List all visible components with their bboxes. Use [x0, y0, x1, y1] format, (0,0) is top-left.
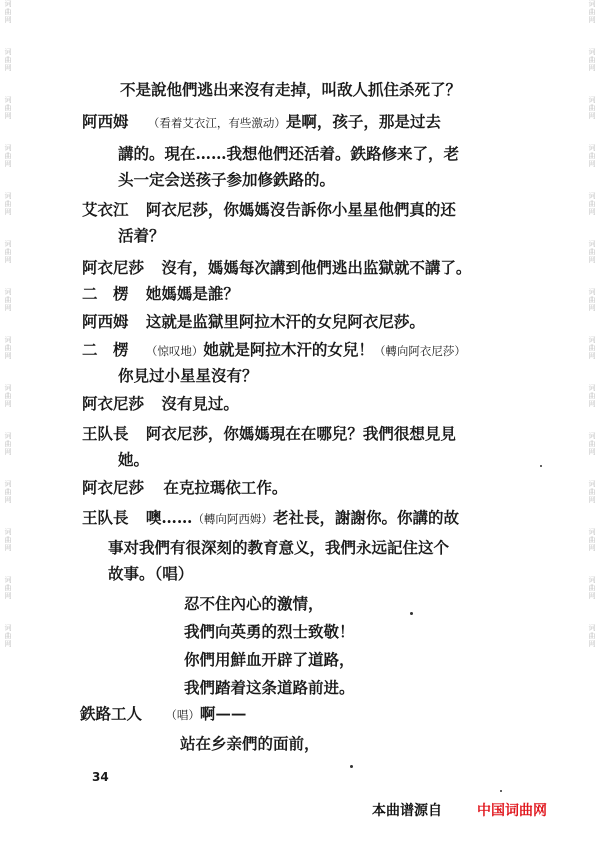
watermark-glyph: 词: [4, 624, 12, 632]
lyric-line: [184, 594, 324, 614]
watermark-glyph: 词: [4, 48, 12, 56]
speaker-name: 阿西姆: [82, 112, 129, 131]
watermark-glyph: 曲: [4, 440, 12, 448]
speaker-name: 王队長: [82, 424, 129, 443]
line-text: 噢……: [145, 508, 193, 527]
watermark-glyph-group: [589, 96, 596, 120]
line-text: 她媽媽是誰？: [145, 284, 239, 303]
watermark-glyph: 网: [4, 16, 12, 24]
left-watermark-strip: [1, 0, 15, 850]
watermark-glyph: 曲: [588, 632, 596, 640]
watermark-glyph: 曲: [4, 248, 12, 256]
stage-direction: （看着艾衣江，有些激动）: [147, 116, 286, 130]
watermark-glyph-group: [589, 336, 596, 360]
script-line: [82, 258, 471, 278]
watermark-glyph-group: [589, 192, 596, 216]
watermark-glyph: 词: [588, 240, 596, 248]
watermark-glyph: 网: [588, 448, 596, 456]
line-text: 在克拉瑪依工作。: [163, 478, 288, 497]
watermark-glyph: 曲: [4, 392, 12, 400]
watermark-glyph: 曲: [588, 248, 596, 256]
line-text: 是啊，孩子，那是过去: [285, 112, 441, 131]
right-watermark-strip: [585, 0, 599, 850]
watermark-glyph-group: [589, 528, 596, 552]
watermark-glyph: 网: [588, 64, 596, 72]
script-line: [82, 394, 239, 414]
scan-speck: [410, 612, 413, 615]
watermark-glyph: 曲: [588, 488, 596, 496]
line-text: 講的。現在……我想他們还活着。鉄路修来了，老: [118, 144, 460, 163]
script-line: [118, 170, 335, 190]
watermark-glyph: 词: [4, 432, 12, 440]
watermark-glyph: 词: [4, 528, 12, 536]
watermark-glyph: 曲: [588, 200, 596, 208]
watermark-glyph: 词: [4, 384, 12, 392]
watermark-glyph-group: [589, 576, 596, 600]
watermark-glyph: 网: [4, 352, 12, 360]
watermark-glyph-group: [589, 240, 596, 264]
watermark-glyph: 词: [588, 96, 596, 104]
watermark-glyph: 词: [588, 384, 596, 392]
script-line: [108, 564, 193, 584]
line-text: 沒有見过。: [161, 394, 239, 413]
line-text: 阿衣尼莎，你媽媽現在在哪兒？我們很想見見: [145, 424, 456, 443]
watermark-glyph: 网: [588, 400, 596, 408]
watermark-glyph: 词: [4, 480, 12, 488]
watermark-glyph: 网: [588, 208, 596, 216]
watermark-glyph: 网: [588, 112, 596, 120]
watermark-glyph: 曲: [588, 56, 596, 64]
speaker-name: 阿衣尼莎: [82, 258, 145, 277]
script-line: [82, 112, 441, 133]
watermark-glyph: 曲: [588, 440, 596, 448]
watermark-glyph: 词: [4, 0, 12, 8]
page-number: 34: [92, 770, 109, 784]
watermark-glyph: 网: [588, 544, 596, 552]
script-line: [118, 366, 258, 386]
scan-speck: [540, 465, 542, 467]
watermark-glyph-group: [589, 144, 596, 168]
watermark-glyph-group: [589, 0, 596, 24]
watermark-glyph: 词: [588, 624, 596, 632]
watermark-glyph: 曲: [588, 104, 596, 112]
watermark-glyph: 词: [588, 576, 596, 584]
line-text: 忍不住內心的激情，: [184, 594, 324, 613]
watermark-glyph: 词: [4, 336, 12, 344]
watermark-glyph-group: [589, 48, 596, 72]
line-text: 老社長，謝謝你。你講的故: [272, 508, 459, 527]
watermark-glyph-group: [5, 0, 12, 24]
script-line: [80, 704, 246, 725]
watermark-glyph: 词: [588, 48, 596, 56]
footer-source-text: 本曲谱源自: [372, 803, 442, 819]
watermark-glyph-group: [589, 432, 596, 456]
watermark-glyph: 曲: [588, 392, 596, 400]
watermark-glyph: 网: [588, 16, 596, 24]
stage-direction: （唱）: [165, 708, 200, 722]
script-line: [82, 508, 459, 529]
watermark-glyph: 词: [4, 96, 12, 104]
lyric-line: [184, 622, 355, 642]
watermark-glyph: 网: [588, 160, 596, 168]
watermark-glyph: 曲: [4, 104, 12, 112]
watermark-glyph: 网: [4, 496, 12, 504]
watermark-glyph: 网: [4, 112, 12, 120]
script-line: [82, 200, 456, 220]
line-text: 站在乡亲們的面前，: [180, 734, 320, 753]
watermark-glyph-group: [5, 144, 12, 168]
speaker-name: 阿西姆: [82, 312, 129, 331]
watermark-glyph-group: [5, 96, 12, 120]
lyric-line: [184, 650, 355, 670]
line-text: 她。: [118, 450, 150, 469]
watermark-glyph: 网: [4, 208, 12, 216]
watermark-glyph: 曲: [4, 8, 12, 16]
watermark-glyph-group: [5, 528, 12, 552]
watermark-glyph: 曲: [4, 200, 12, 208]
watermark-glyph: 网: [588, 592, 596, 600]
line-text: 你們用鮮血开辟了道路，: [184, 650, 355, 669]
line-text: 这就是监獄里阿拉木汗的女兒阿衣尼莎。: [145, 312, 425, 331]
watermark-glyph: 词: [4, 288, 12, 296]
watermark-glyph: 网: [588, 304, 596, 312]
watermark-glyph: 网: [4, 592, 12, 600]
watermark-glyph: 曲: [4, 152, 12, 160]
watermark-glyph: 词: [4, 144, 12, 152]
scan-speck: [500, 790, 502, 792]
watermark-glyph-group: [5, 240, 12, 264]
watermark-glyph: 网: [4, 640, 12, 648]
watermark-glyph-group: [5, 48, 12, 72]
watermark-glyph: 词: [4, 192, 12, 200]
watermark-glyph: 网: [588, 496, 596, 504]
speaker-name: 王队長: [82, 508, 129, 527]
watermark-glyph-group: [5, 288, 12, 312]
watermark-glyph: 曲: [4, 296, 12, 304]
watermark-glyph-group: [5, 624, 12, 648]
line-text: 沒有，媽媽每次講到他們逃出监獄就不講了。: [161, 258, 472, 277]
watermark-glyph: 曲: [588, 152, 596, 160]
watermark-glyph: 曲: [588, 344, 596, 352]
speaker-name: 艾衣江: [82, 200, 129, 219]
script-line: [108, 538, 449, 558]
stage-direction: （轉向阿西姆）: [192, 512, 273, 526]
lyric-line: [180, 734, 320, 754]
line-text: 我們向英勇的烈士致敬！: [184, 622, 355, 641]
watermark-glyph: 词: [588, 192, 596, 200]
watermark-glyph-group: [5, 192, 12, 216]
watermark-glyph: 网: [4, 160, 12, 168]
watermark-glyph: 网: [4, 304, 12, 312]
watermark-glyph: 网: [4, 256, 12, 264]
watermark-glyph: 曲: [4, 344, 12, 352]
watermark-glyph-group: [589, 384, 596, 408]
watermark-glyph-group: [589, 288, 596, 312]
speaker-name: 阿衣尼莎: [82, 394, 145, 413]
watermark-glyph: 词: [4, 576, 12, 584]
watermark-glyph: 词: [588, 288, 596, 296]
speaker-name: 阿衣尼莎: [82, 478, 145, 497]
watermark-glyph: 曲: [588, 296, 596, 304]
watermark-glyph-group: [589, 624, 596, 648]
script-line: [82, 312, 425, 332]
watermark-glyph: 曲: [4, 488, 12, 496]
watermark-glyph: 网: [4, 544, 12, 552]
watermark-glyph: 词: [588, 336, 596, 344]
footer-site-name: 中国词曲网: [477, 803, 547, 819]
line-text: 我們踏着这条道路前进。: [184, 678, 355, 697]
watermark-glyph-group: [589, 480, 596, 504]
line-text: 你見过小星星沒有？: [118, 366, 258, 385]
script-line: [82, 424, 456, 444]
speaker-name: 二 楞: [82, 284, 129, 303]
watermark-glyph: 词: [588, 432, 596, 440]
stage-direction: （轉向阿衣尼莎）: [373, 344, 466, 358]
script-line: [82, 284, 239, 304]
watermark-glyph-group: [5, 576, 12, 600]
line-text: 故事。（唱）: [108, 564, 194, 583]
watermark-glyph: 词: [588, 144, 596, 152]
watermark-glyph: 网: [588, 256, 596, 264]
watermark-glyph: 曲: [4, 584, 12, 592]
line-text: 她就是阿拉木汗的女兒！: [203, 340, 374, 359]
watermark-glyph: 词: [4, 240, 12, 248]
speaker-name: 二 楞: [82, 340, 129, 359]
watermark-glyph: 网: [4, 448, 12, 456]
watermark-glyph: 曲: [588, 8, 596, 16]
watermark-glyph: 曲: [588, 584, 596, 592]
watermark-glyph: 网: [4, 400, 12, 408]
line-text: 不是說他們逃出来沒有走掉，叫敌人抓住杀死了？: [120, 80, 462, 99]
watermark-glyph: 曲: [4, 56, 12, 64]
watermark-glyph-group: [5, 480, 12, 504]
watermark-glyph-group: [5, 384, 12, 408]
speaker-name: 鉄路工人: [80, 704, 143, 723]
line-text: 活着？: [118, 226, 165, 245]
script-line: [82, 478, 287, 498]
line-text: 啊——: [199, 704, 247, 723]
script-line: [118, 144, 459, 164]
watermark-glyph: 网: [588, 640, 596, 648]
script-line: [120, 80, 461, 100]
watermark-glyph: 词: [588, 0, 596, 8]
stage-direction: （惊叹地）: [145, 344, 204, 358]
script-line: [82, 340, 466, 361]
watermark-glyph: 曲: [4, 632, 12, 640]
line-text: 事对我們有很深刻的教育意义，我們永远記住这个: [108, 538, 450, 557]
line-text: 头一定会送孩子参加修鉄路的。: [118, 170, 336, 189]
watermark-glyph: 词: [588, 480, 596, 488]
line-text: 阿衣尼莎，你媽媽沒告訴你小星星他們真的还: [145, 200, 456, 219]
script-line: [118, 226, 165, 246]
watermark-glyph: 曲: [4, 536, 12, 544]
watermark-glyph: 词: [588, 528, 596, 536]
watermark-glyph: 网: [588, 352, 596, 360]
watermark-glyph-group: [5, 432, 12, 456]
lyric-line: [184, 678, 355, 698]
scan-speck: [350, 765, 353, 768]
script-line: [118, 450, 149, 470]
watermark-glyph: 网: [4, 64, 12, 72]
watermark-glyph: 曲: [588, 536, 596, 544]
watermark-glyph-group: [5, 336, 12, 360]
